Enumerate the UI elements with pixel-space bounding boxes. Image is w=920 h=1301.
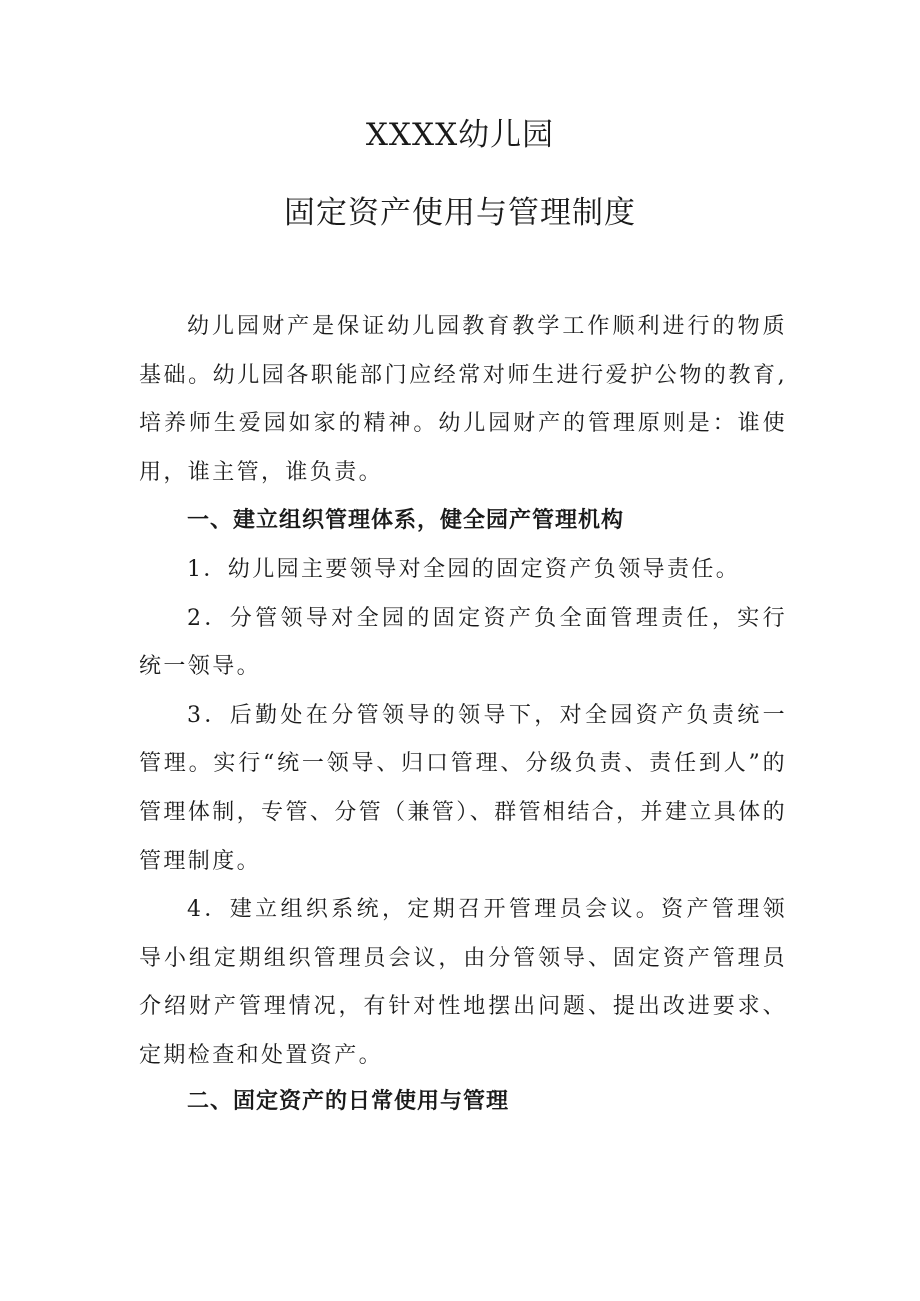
intro-paragraph: 幼儿园财产是保证幼儿园教育教学工作顺利进行的物质基础。幼儿园各职能部门应经常对师生进行爱护公物的教育,培养师生爱园如家的精神。幼儿园财产的管理原则是：谁使用，谁主管，谁负责。 (139, 314, 787, 485)
document-title-policy: 固定资产使用与管理制度 (284, 195, 636, 231)
section1-item-3: 3．后勤处在分管领导的领导下，对全园资产负责统一管理。实行“统一领导、归口管理、分级负责、责任到人”的管理体制，专管、分管（兼管）、群管相结合，并建立具体的管理制度。 (139, 702, 787, 874)
document-body (139, 303, 787, 1081)
section1-item-1: 1．幼儿园主要领导对全园的固定资产负领导责任。 (187, 556, 741, 582)
section1-item-4: 4．建立组织系统，定期召开管理员会议。资产管理领导小组定期组织管理员会议，由分管领导、固定资产管理员介绍财产管理情况，有针对性地摆出问题、提出改进要求、定期检查和处置资产。 (139, 897, 787, 1068)
section1-item-2: 2．分管领导对全园的固定资产负全面管理责任，实行统一领导。 (139, 605, 787, 680)
document-title-school: XXXX幼儿园 (365, 117, 555, 153)
section-heading-2: 二、固定资产的日常使用与管理 (187, 1089, 510, 1114)
section-heading-1: 一、建立组织管理体系，健全园产管理机构 (187, 508, 625, 534)
